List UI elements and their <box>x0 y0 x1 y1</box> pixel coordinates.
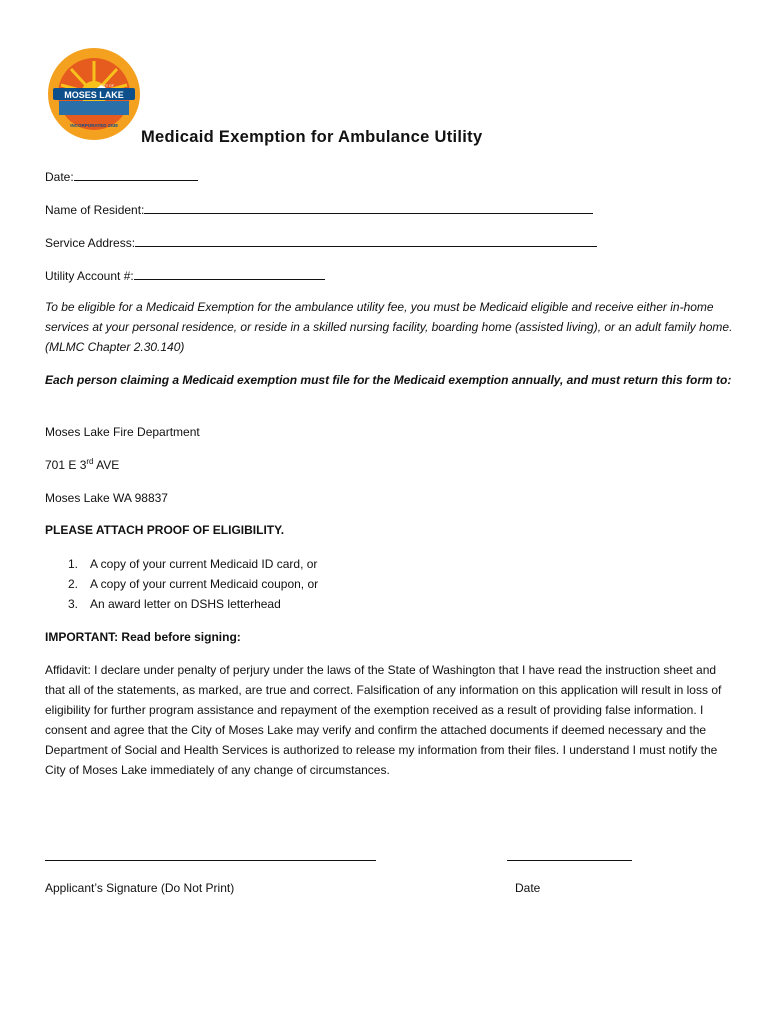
street-suffix: AVE <box>93 458 120 472</box>
logo-top-text: CITY OF <box>100 84 114 88</box>
list-item: 3. An award letter on DSHS letterhead <box>68 597 281 611</box>
signature-line[interactable] <box>45 860 376 861</box>
date-label: Date: <box>45 170 74 184</box>
signature-date-line[interactable] <box>507 860 632 861</box>
date-field[interactable] <box>45 168 198 184</box>
list-item: 2. A copy of your current Medicaid coupon, or <box>68 577 319 591</box>
logo-bottom-text: INCORPORATED 1938 <box>70 123 118 128</box>
resident-line[interactable] <box>144 201 593 214</box>
proof-list <box>68 554 318 614</box>
return-address-street <box>45 457 119 472</box>
return-address-city: Moses Lake WA 98837 <box>45 491 168 505</box>
city-seal-icon <box>47 47 141 141</box>
signature-date-label: Date <box>515 881 541 895</box>
account-label: Utility Account #: <box>45 269 134 283</box>
date-line[interactable] <box>74 168 198 181</box>
return-address-name: Moses Lake Fire Department <box>45 425 200 439</box>
logo-city-name: MOSES LAKE <box>64 90 124 100</box>
important-heading: IMPORTANT: Read before signing: <box>45 630 241 644</box>
city-logo <box>47 47 141 141</box>
resident-name-field[interactable] <box>45 201 593 217</box>
list-item: 1. A copy of your current Medicaid ID card, or <box>68 557 318 571</box>
service-address-field[interactable] <box>45 234 597 250</box>
affidavit-text: Affidavit: I declare under penalty of perjury under the laws of the State of Washington that I have read the instruction sheet and that all of the statements, as marked, are true and correct. Falsification of any information on this application will result in loss of eligibility for further program assistance and repayment of the exemption received as a result of providing false information. I consent and agree that the City of Moses Lake may verify and confirm the attached documents if deemed necessary and the Department of Social and Health Services is authorized to release my information from their files. I understand I must notify the City of Moses Lake immediately of any change of circumstances. <box>45 663 722 777</box>
eligibility-text: To be eligible for a Medicaid Exemption for the ambulance utility fee, you must be Medicaid eligible and receive either in-home services at your personal residence, or reside in a skilled nursing facility, boarding home (assisted living), or an adult family home. (MLMC Chapter 2.30.140) <box>45 300 733 354</box>
street-prefix: 701 E 3 <box>45 458 87 472</box>
utility-account-field[interactable] <box>45 267 325 283</box>
signature-label: Applicant’s Signature (Do Not Print) <box>45 881 235 895</box>
page-title: Medicaid Exemption for Ambulance Utility <box>141 128 483 146</box>
resident-label: Name of Resident: <box>45 203 145 217</box>
annual-notice: Each person claiming a Medicaid exemption must file for the Medicaid exemption annually, and must return this form to: <box>45 373 732 387</box>
street-sup: rd <box>86 457 94 466</box>
attach-heading: PLEASE ATTACH PROOF OF ELIGIBILITY. <box>45 523 285 537</box>
address-line[interactable] <box>135 234 597 247</box>
account-line[interactable] <box>134 267 325 280</box>
address-label: Service Address: <box>45 236 136 250</box>
